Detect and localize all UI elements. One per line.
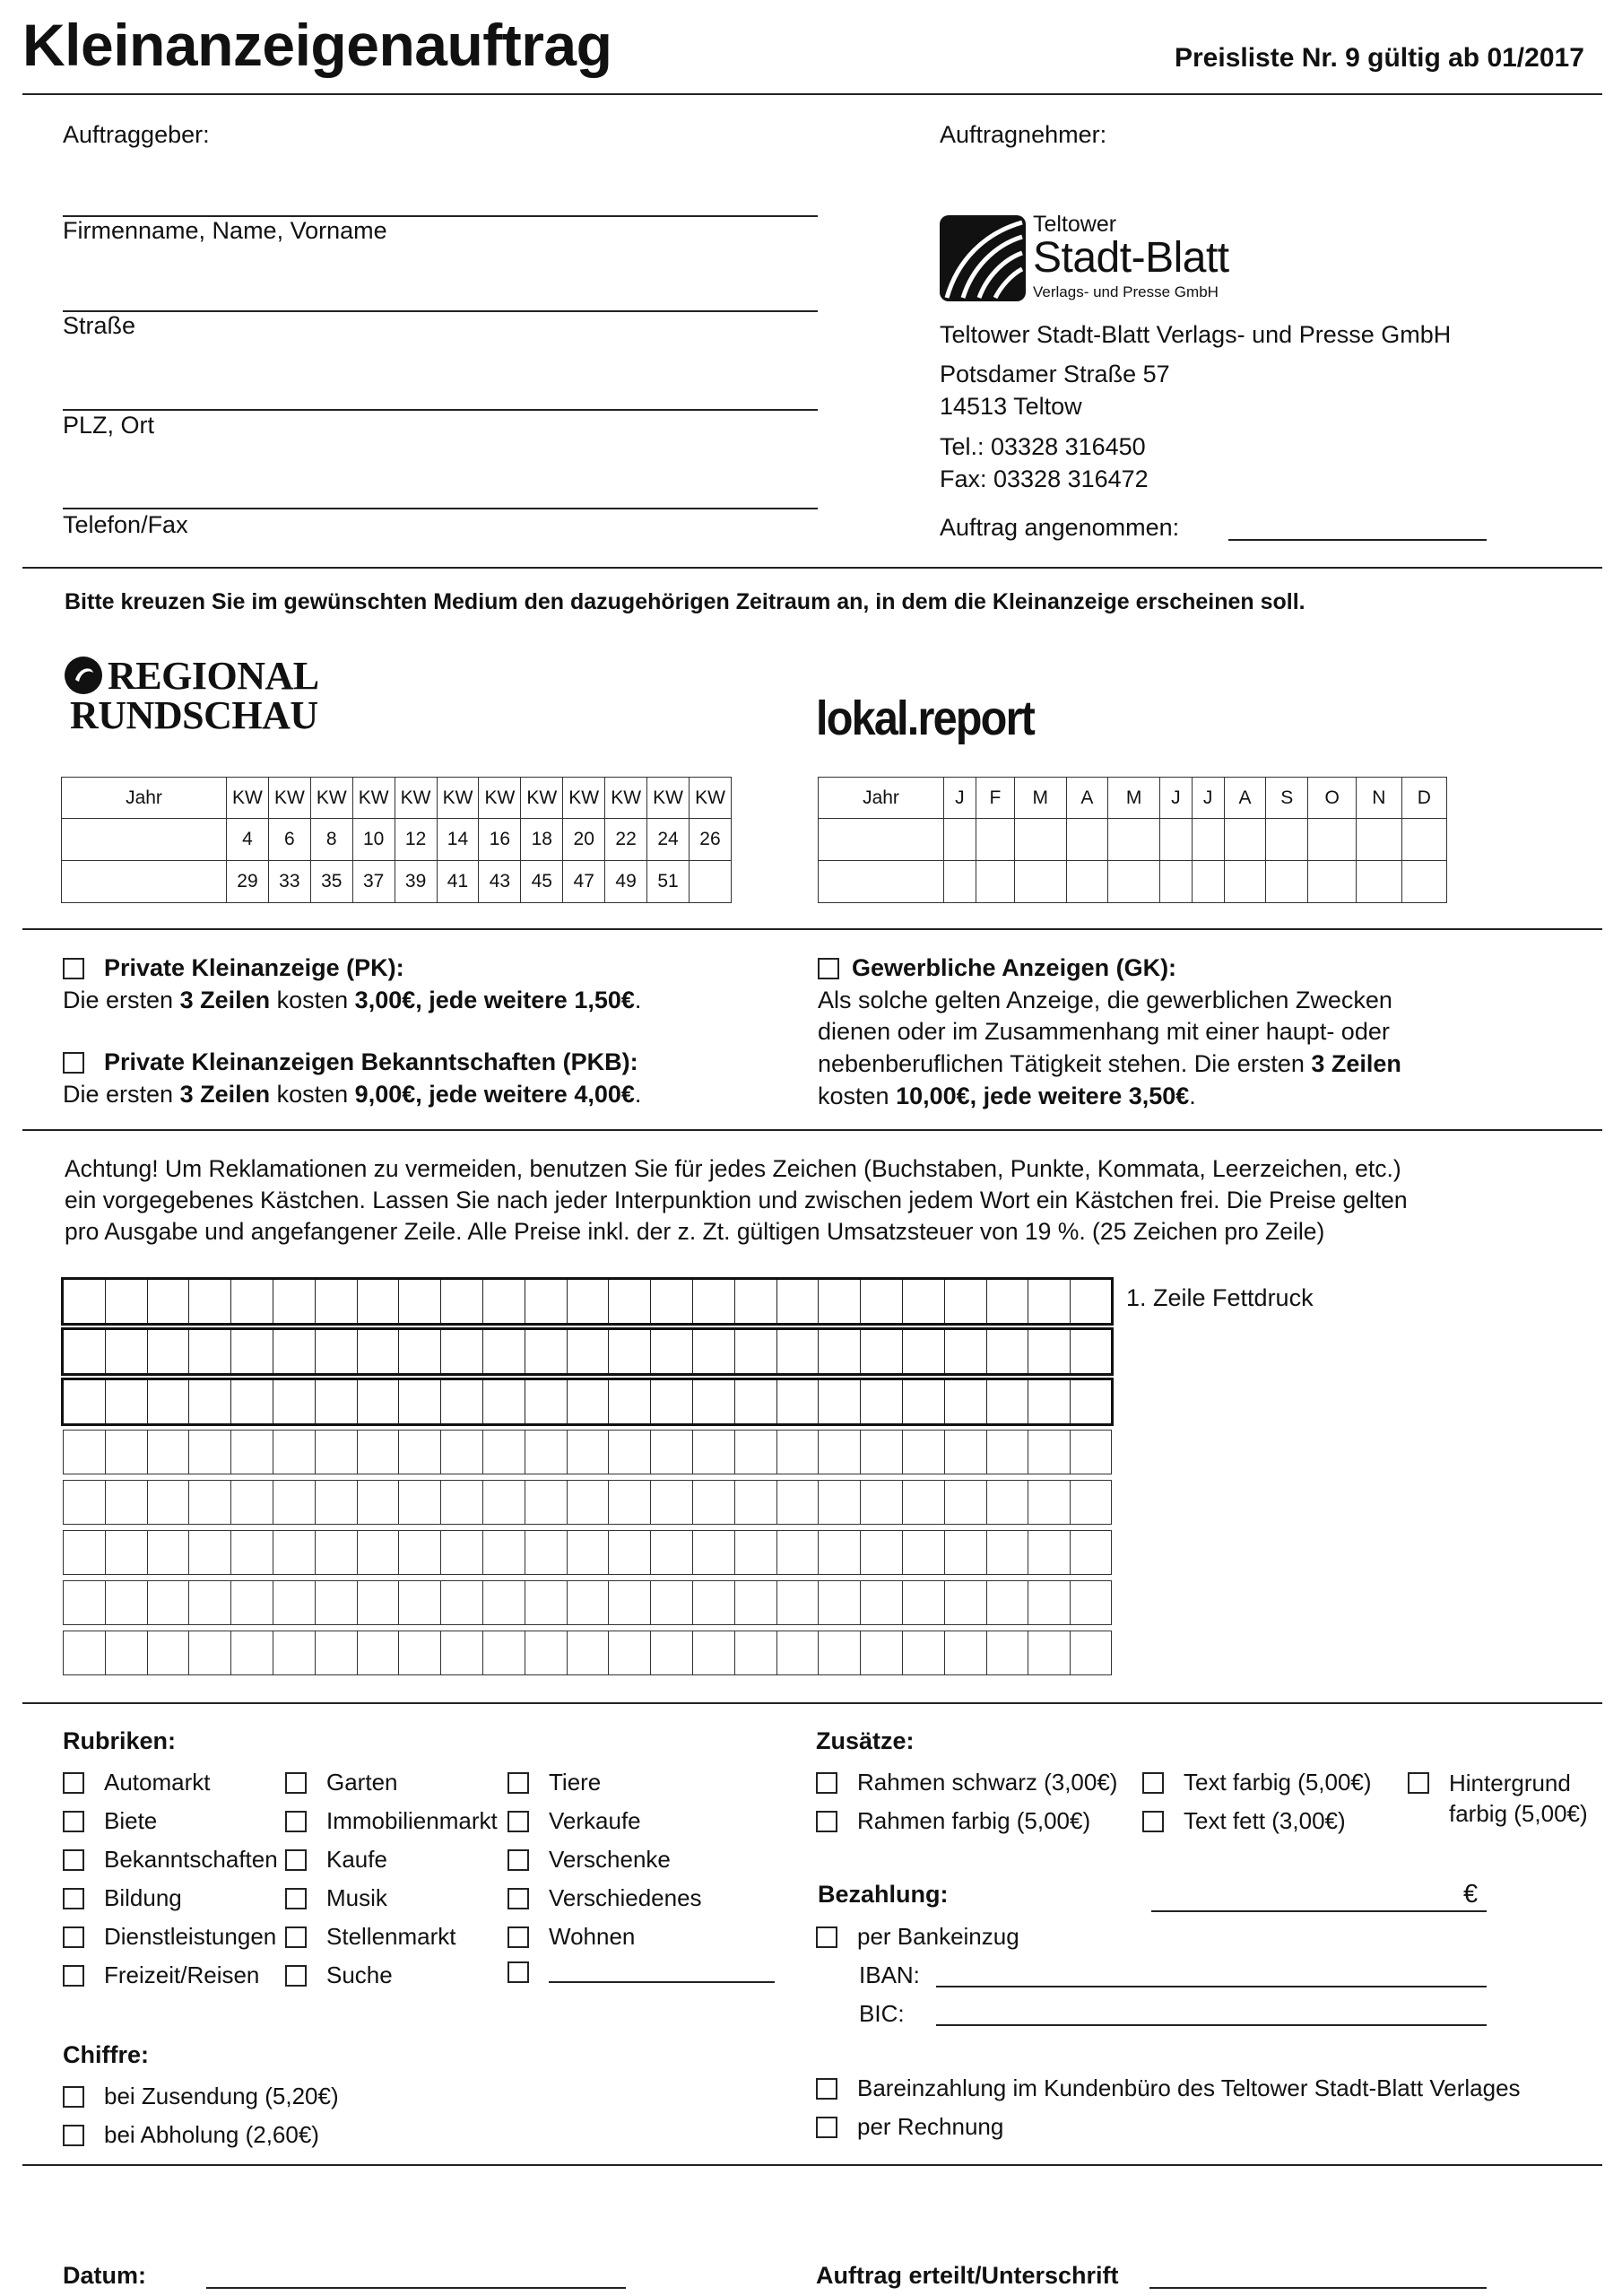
kw-header: KW bbox=[563, 778, 605, 819]
month-cell[interactable] bbox=[1224, 819, 1266, 861]
lokal-year-cell[interactable] bbox=[819, 861, 944, 903]
checkbox[interactable] bbox=[63, 1888, 84, 1909]
chiffre-label: Chiffre: bbox=[63, 2041, 149, 2068]
kw-cell[interactable]: 35 bbox=[310, 861, 352, 903]
month-header: A bbox=[1224, 778, 1266, 819]
checkbox[interactable] bbox=[63, 1965, 84, 1987]
rubrik-bekanntschaften[interactable]: Bekanntschaften bbox=[63, 1846, 278, 1874]
month-cell[interactable] bbox=[1308, 861, 1357, 903]
payment-currency: € bbox=[1463, 1880, 1479, 1909]
regional-line2: RUNDSCHAU bbox=[70, 693, 318, 737]
checkbox[interactable] bbox=[816, 2117, 837, 2138]
signature-label: Auftrag erteilt/Unterschrift bbox=[816, 2262, 1119, 2289]
payment-amount-field[interactable] bbox=[1151, 1910, 1487, 1912]
month-header: M bbox=[1014, 778, 1066, 819]
checkbox[interactable] bbox=[1142, 1772, 1164, 1794]
kw-header: KW bbox=[479, 778, 521, 819]
rubrik-custom-field[interactable] bbox=[549, 1981, 775, 1983]
month-cell[interactable] bbox=[1224, 861, 1266, 903]
month-cell[interactable] bbox=[1308, 819, 1357, 861]
chiffre-zusendung[interactable]: bei Zusendung (5,20€) bbox=[63, 2083, 339, 2110]
kw-cell[interactable]: 37 bbox=[352, 861, 395, 903]
zusatz-text-fett[interactable]: Text fett (3,00€) bbox=[1142, 1807, 1346, 1835]
street-field[interactable] bbox=[63, 310, 818, 312]
rubrik-kaufe[interactable]: Kaufe bbox=[285, 1846, 387, 1874]
kw-cell[interactable]: 33 bbox=[268, 861, 310, 903]
gk-text-line3: nebenberuflichen Tätigkeit stehen. Die ersten 3 Zeilen bbox=[818, 1049, 1401, 1077]
zusatz-rahmen-farbig[interactable]: Rahmen farbig (5,00€) bbox=[816, 1807, 1090, 1835]
checkbox[interactable] bbox=[285, 1965, 307, 1987]
zusatz-text-farbig[interactable]: Text farbig (5,00€) bbox=[1142, 1769, 1372, 1796]
checkbox[interactable] bbox=[285, 1849, 307, 1871]
pk-checkbox[interactable] bbox=[63, 958, 84, 979]
gk-title: Gewerbliche Anzeigen (GK): bbox=[852, 954, 1177, 981]
kw-cell[interactable]: 51 bbox=[647, 861, 690, 903]
month-header: M bbox=[1108, 778, 1160, 819]
checkbox[interactable] bbox=[285, 1772, 307, 1794]
checkbox[interactable] bbox=[507, 1849, 529, 1871]
kw-cell[interactable]: 20 bbox=[563, 819, 605, 861]
gk-text-line2: dienen oder im Zusammenhang mit einer haupt- oder bbox=[818, 1018, 1390, 1046]
checkbox[interactable] bbox=[63, 2125, 84, 2146]
regional-logo-icon bbox=[63, 655, 104, 696]
lokal-year-header: Jahr bbox=[819, 778, 944, 819]
logo-top-text: Teltower bbox=[1033, 212, 1117, 237]
kw-cell[interactable]: 39 bbox=[395, 861, 437, 903]
phone-field-label: Telefon/Fax bbox=[63, 511, 188, 538]
rule-3 bbox=[22, 1129, 1602, 1131]
month-cell[interactable] bbox=[976, 861, 1014, 903]
payment-bar[interactable]: Bareinzahlung im Kundenbüro des Teltower Stadt-Blatt Verlages bbox=[816, 2074, 1521, 2102]
chiffre-abholung[interactable]: bei Abholung (2,60€) bbox=[63, 2121, 319, 2149]
lokal-schedule-table bbox=[818, 777, 1447, 903]
zusaetze-label: Zusätze: bbox=[816, 1727, 915, 1754]
payment-label: Bezahlung: bbox=[818, 1881, 949, 1908]
kw-cell[interactable] bbox=[689, 861, 731, 903]
name-field-label: Firmenname, Name, Vorname bbox=[63, 217, 387, 244]
zusatz-hintergrund[interactable]: Hintergrund farbig (5,00€) bbox=[1408, 1769, 1588, 1830]
month-header: J bbox=[1192, 778, 1224, 819]
lokal-report-logo: lokal.report bbox=[816, 691, 1035, 745]
checkbox[interactable] bbox=[63, 1849, 84, 1871]
kw-cell[interactable]: 14 bbox=[437, 819, 479, 861]
month-cell[interactable] bbox=[1357, 861, 1401, 903]
pkb-title: Private Kleinanzeigen Bekanntschaften (PKB): bbox=[104, 1048, 638, 1076]
rubrik-verschiedenes[interactable]: Verschiedenes bbox=[507, 1884, 702, 1912]
rubrik-bildung[interactable]: Bildung bbox=[63, 1884, 182, 1912]
month-cell[interactable] bbox=[1066, 819, 1108, 861]
kw-cell[interactable]: 18 bbox=[521, 819, 563, 861]
checkbox[interactable] bbox=[285, 1926, 307, 1948]
rubrik-verschenke[interactable]: Verschenke bbox=[507, 1846, 671, 1874]
contractor-label: Auftragnehmer: bbox=[940, 121, 1107, 148]
month-cell[interactable] bbox=[976, 819, 1014, 861]
contractor-tel: Tel.: 03328 316450 bbox=[940, 433, 1146, 460]
pk-price-text: Die ersten 3 Zeilen kosten 3,00€, jede weitere 1,50€. bbox=[63, 986, 642, 1013]
rubrik-biete[interactable]: Biete bbox=[63, 1807, 157, 1835]
checkbox[interactable] bbox=[507, 1772, 529, 1794]
kw-cell[interactable]: 22 bbox=[605, 819, 647, 861]
regional-year-header: Jahr bbox=[62, 778, 227, 819]
page-title: Kleinanzeigenauftrag bbox=[22, 12, 612, 78]
ad-line-2[interactable] bbox=[63, 1329, 1112, 1374]
month-cell[interactable] bbox=[1159, 861, 1192, 903]
rule-5 bbox=[22, 2164, 1602, 2166]
checkbox[interactable] bbox=[63, 2086, 84, 2108]
kw-cell[interactable]: 4 bbox=[227, 819, 269, 861]
regional-schedule-table bbox=[61, 777, 732, 903]
iban-field[interactable] bbox=[936, 1986, 1487, 1987]
kw-header: KW bbox=[689, 778, 731, 819]
rubrik-immobilienmarkt[interactable]: Immobilienmarkt bbox=[285, 1807, 498, 1835]
street-field-label: Straße bbox=[63, 312, 136, 339]
logo-sub-text: Verlags- und Presse GmbH bbox=[1033, 283, 1219, 300]
month-header: J bbox=[944, 778, 976, 819]
gk-checkbox[interactable] bbox=[818, 958, 839, 979]
kw-cell[interactable]: 24 bbox=[647, 819, 690, 861]
gk-text-line1: Als solche gelten Anzeige, die gewerblichen Zwecken bbox=[818, 986, 1392, 1013]
kw-cell[interactable]: 8 bbox=[310, 819, 352, 861]
contractor-fax: Fax: 03328 316472 bbox=[940, 465, 1149, 492]
payment-rechnung[interactable]: per Rechnung bbox=[816, 2113, 1003, 2141]
checkbox[interactable] bbox=[285, 1811, 307, 1832]
checkbox[interactable] bbox=[816, 1772, 837, 1794]
client-label: Auftraggeber: bbox=[63, 121, 210, 148]
notice-line2: ein vorgegebenes Kästchen. Lassen Sie nach jeder Interpunktion und zwischen jedem Wort ein Kästchen frei. Die Preise gelten bbox=[65, 1187, 1408, 1214]
kw-header: KW bbox=[227, 778, 269, 819]
ad-line-7[interactable] bbox=[63, 1580, 1112, 1625]
ad-line-4[interactable] bbox=[63, 1430, 1112, 1474]
kw-header: KW bbox=[268, 778, 310, 819]
rule-1 bbox=[22, 567, 1602, 569]
month-header: N bbox=[1357, 778, 1401, 819]
accepted-label: Auftrag angenommen: bbox=[940, 514, 1180, 541]
rubrik-dienstleistungen[interactable]: Dienstleistungen bbox=[63, 1923, 276, 1951]
rubrik-custom[interactable] bbox=[507, 1961, 775, 1983]
kw-cell[interactable]: 47 bbox=[563, 861, 605, 903]
checkbox[interactable] bbox=[63, 1926, 84, 1948]
rubriken-label: Rubriken: bbox=[63, 1727, 177, 1754]
rubrik-verkaufe[interactable]: Verkaufe bbox=[507, 1807, 641, 1835]
month-cell[interactable] bbox=[1401, 819, 1446, 861]
regional-rundschau-logo bbox=[63, 653, 332, 739]
notice-block bbox=[65, 1153, 1408, 1248]
kw-header: KW bbox=[437, 778, 479, 819]
bic-label: BIC: bbox=[859, 2000, 905, 2027]
rubrik-stellenmarkt[interactable]: Stellenmarkt bbox=[285, 1923, 456, 1951]
month-cell[interactable] bbox=[944, 861, 976, 903]
bold-line-note: 1. Zeile Fettdruck bbox=[1126, 1284, 1314, 1311]
checkbox[interactable] bbox=[507, 1811, 529, 1832]
checkbox[interactable] bbox=[507, 1888, 529, 1909]
rubrik-automarkt[interactable]: Automarkt bbox=[63, 1769, 211, 1796]
month-cell[interactable] bbox=[1108, 819, 1160, 861]
month-header: J bbox=[1159, 778, 1192, 819]
checkbox[interactable] bbox=[1142, 1811, 1164, 1832]
ad-line-6[interactable] bbox=[63, 1530, 1112, 1575]
zusatz-rahmen-schwarz[interactable]: Rahmen schwarz (3,00€) bbox=[816, 1769, 1117, 1796]
logo-main-text: Stadt-Blatt bbox=[1033, 234, 1229, 282]
kw-header: KW bbox=[352, 778, 395, 819]
contractor-street: Potsdamer Straße 57 bbox=[940, 361, 1170, 387]
ad-line-3[interactable] bbox=[63, 1379, 1112, 1424]
signature-field[interactable] bbox=[1149, 2287, 1487, 2289]
kw-cell[interactable]: 10 bbox=[352, 819, 395, 861]
checkbox[interactable] bbox=[1408, 1772, 1429, 1794]
rule-4 bbox=[22, 1702, 1602, 1704]
month-cell[interactable] bbox=[1192, 819, 1224, 861]
month-cell[interactable] bbox=[1192, 861, 1224, 903]
bic-field[interactable] bbox=[936, 2024, 1487, 2026]
kw-cell[interactable]: 26 bbox=[689, 819, 731, 861]
gk-text-line4: kosten 10,00€, jede weitere 3,50€. bbox=[818, 1082, 1196, 1109]
kw-header: KW bbox=[605, 778, 647, 819]
stadtblatt-logo-icon bbox=[940, 215, 1026, 301]
checkbox[interactable] bbox=[285, 1888, 307, 1909]
payment-bankeinzug[interactable]: per Bankeinzug bbox=[816, 1923, 1019, 1951]
month-cell[interactable] bbox=[1014, 819, 1066, 861]
ad-line-8[interactable] bbox=[63, 1631, 1112, 1675]
pkb-price-text: Die ersten 3 Zeilen kosten 9,00€, jede weitere 4,00€. bbox=[63, 1080, 642, 1108]
date-label: Datum: bbox=[63, 2262, 146, 2289]
month-cell[interactable] bbox=[1066, 861, 1108, 903]
lokal-year-cell[interactable] bbox=[819, 819, 944, 861]
pricelist-label: Preisliste Nr. 9 gültig ab 01/2017 bbox=[1175, 43, 1584, 73]
checkbox[interactable] bbox=[816, 2078, 837, 2100]
kw-header: KW bbox=[647, 778, 690, 819]
month-cell[interactable] bbox=[1266, 819, 1308, 861]
notice-line1: Achtung! Um Reklamationen zu vermeiden, benutzen Sie für jedes Zeichen (Buchstaben, Punkte, Kommata, Leerzeichen, etc.) bbox=[65, 1155, 1401, 1182]
city-field[interactable] bbox=[63, 409, 818, 411]
rubrik-suche[interactable]: Suche bbox=[285, 1961, 393, 1989]
checkbox[interactable] bbox=[816, 1926, 837, 1948]
rubrik-garten[interactable]: Garten bbox=[285, 1769, 398, 1796]
kw-cell[interactable]: 49 bbox=[605, 861, 647, 903]
regional-year-cell[interactable] bbox=[62, 819, 227, 861]
ad-line-5[interactable] bbox=[63, 1480, 1112, 1525]
kw-cell[interactable]: 29 bbox=[227, 861, 269, 903]
stadtblatt-logo bbox=[940, 212, 1262, 301]
checkbox[interactable] bbox=[63, 1772, 84, 1794]
kw-cell[interactable]: 12 bbox=[395, 819, 437, 861]
ad-line-1[interactable] bbox=[63, 1279, 1112, 1324]
month-header: O bbox=[1308, 778, 1357, 819]
checkbox[interactable] bbox=[507, 1926, 529, 1948]
checkbox[interactable] bbox=[816, 1811, 837, 1832]
rubrik-wohnen[interactable]: Wohnen bbox=[507, 1923, 635, 1951]
month-cell[interactable] bbox=[1266, 861, 1308, 903]
instruction-text: Bitte kreuzen Sie im gewünschten Medium den dazugehörigen Zeitraum an, in dem die Kleinanzeige erscheinen soll. bbox=[65, 589, 1305, 614]
month-header: F bbox=[976, 778, 1014, 819]
month-cell[interactable] bbox=[944, 819, 976, 861]
pkb-checkbox[interactable] bbox=[63, 1052, 84, 1074]
rubrik-musik[interactable]: Musik bbox=[285, 1884, 387, 1912]
rule-2 bbox=[22, 928, 1602, 930]
kw-header: KW bbox=[310, 778, 352, 819]
kw-cell[interactable]: 16 bbox=[479, 819, 521, 861]
month-cell[interactable] bbox=[1108, 861, 1160, 903]
month-cell[interactable] bbox=[1401, 861, 1446, 903]
month-header: A bbox=[1066, 778, 1108, 819]
checkbox[interactable] bbox=[63, 1811, 84, 1832]
regional-year-cell[interactable] bbox=[62, 861, 227, 903]
month-cell[interactable] bbox=[1159, 819, 1192, 861]
kw-header: KW bbox=[395, 778, 437, 819]
city-field-label: PLZ, Ort bbox=[63, 412, 155, 439]
kw-cell[interactable]: 43 bbox=[479, 861, 521, 903]
checkbox[interactable] bbox=[507, 1961, 529, 1983]
kw-cell[interactable]: 45 bbox=[521, 861, 563, 903]
accepted-field[interactable] bbox=[1228, 539, 1487, 541]
regional-line1: REGIONAL bbox=[108, 654, 319, 698]
contractor-city: 14513 Teltow bbox=[940, 393, 1082, 420]
rubrik-tiere[interactable]: Tiere bbox=[507, 1769, 601, 1796]
kw-cell[interactable]: 41 bbox=[437, 861, 479, 903]
kw-header: KW bbox=[521, 778, 563, 819]
notice-line3: pro Ausgabe und angefangener Zeile. Alle Preise inkl. der z. Zt. gültigen Umsatzsteuer von 19 %. (25 Zeichen pro Zeile) bbox=[65, 1218, 1325, 1246]
month-cell[interactable] bbox=[1014, 861, 1066, 903]
month-header: S bbox=[1266, 778, 1308, 819]
rubrik-freizeit-reisen[interactable]: Freizeit/Reisen bbox=[63, 1961, 259, 1989]
kw-cell[interactable]: 6 bbox=[268, 819, 310, 861]
header-rule bbox=[22, 93, 1602, 95]
pk-title: Private Kleinanzeige (PK): bbox=[104, 954, 404, 981]
iban-label: IBAN: bbox=[859, 1961, 920, 1988]
month-header: D bbox=[1401, 778, 1446, 819]
contractor-company: Teltower Stadt-Blatt Verlags- und Presse GmbH bbox=[940, 321, 1452, 348]
date-field[interactable] bbox=[206, 2287, 626, 2289]
month-cell[interactable] bbox=[1357, 819, 1401, 861]
